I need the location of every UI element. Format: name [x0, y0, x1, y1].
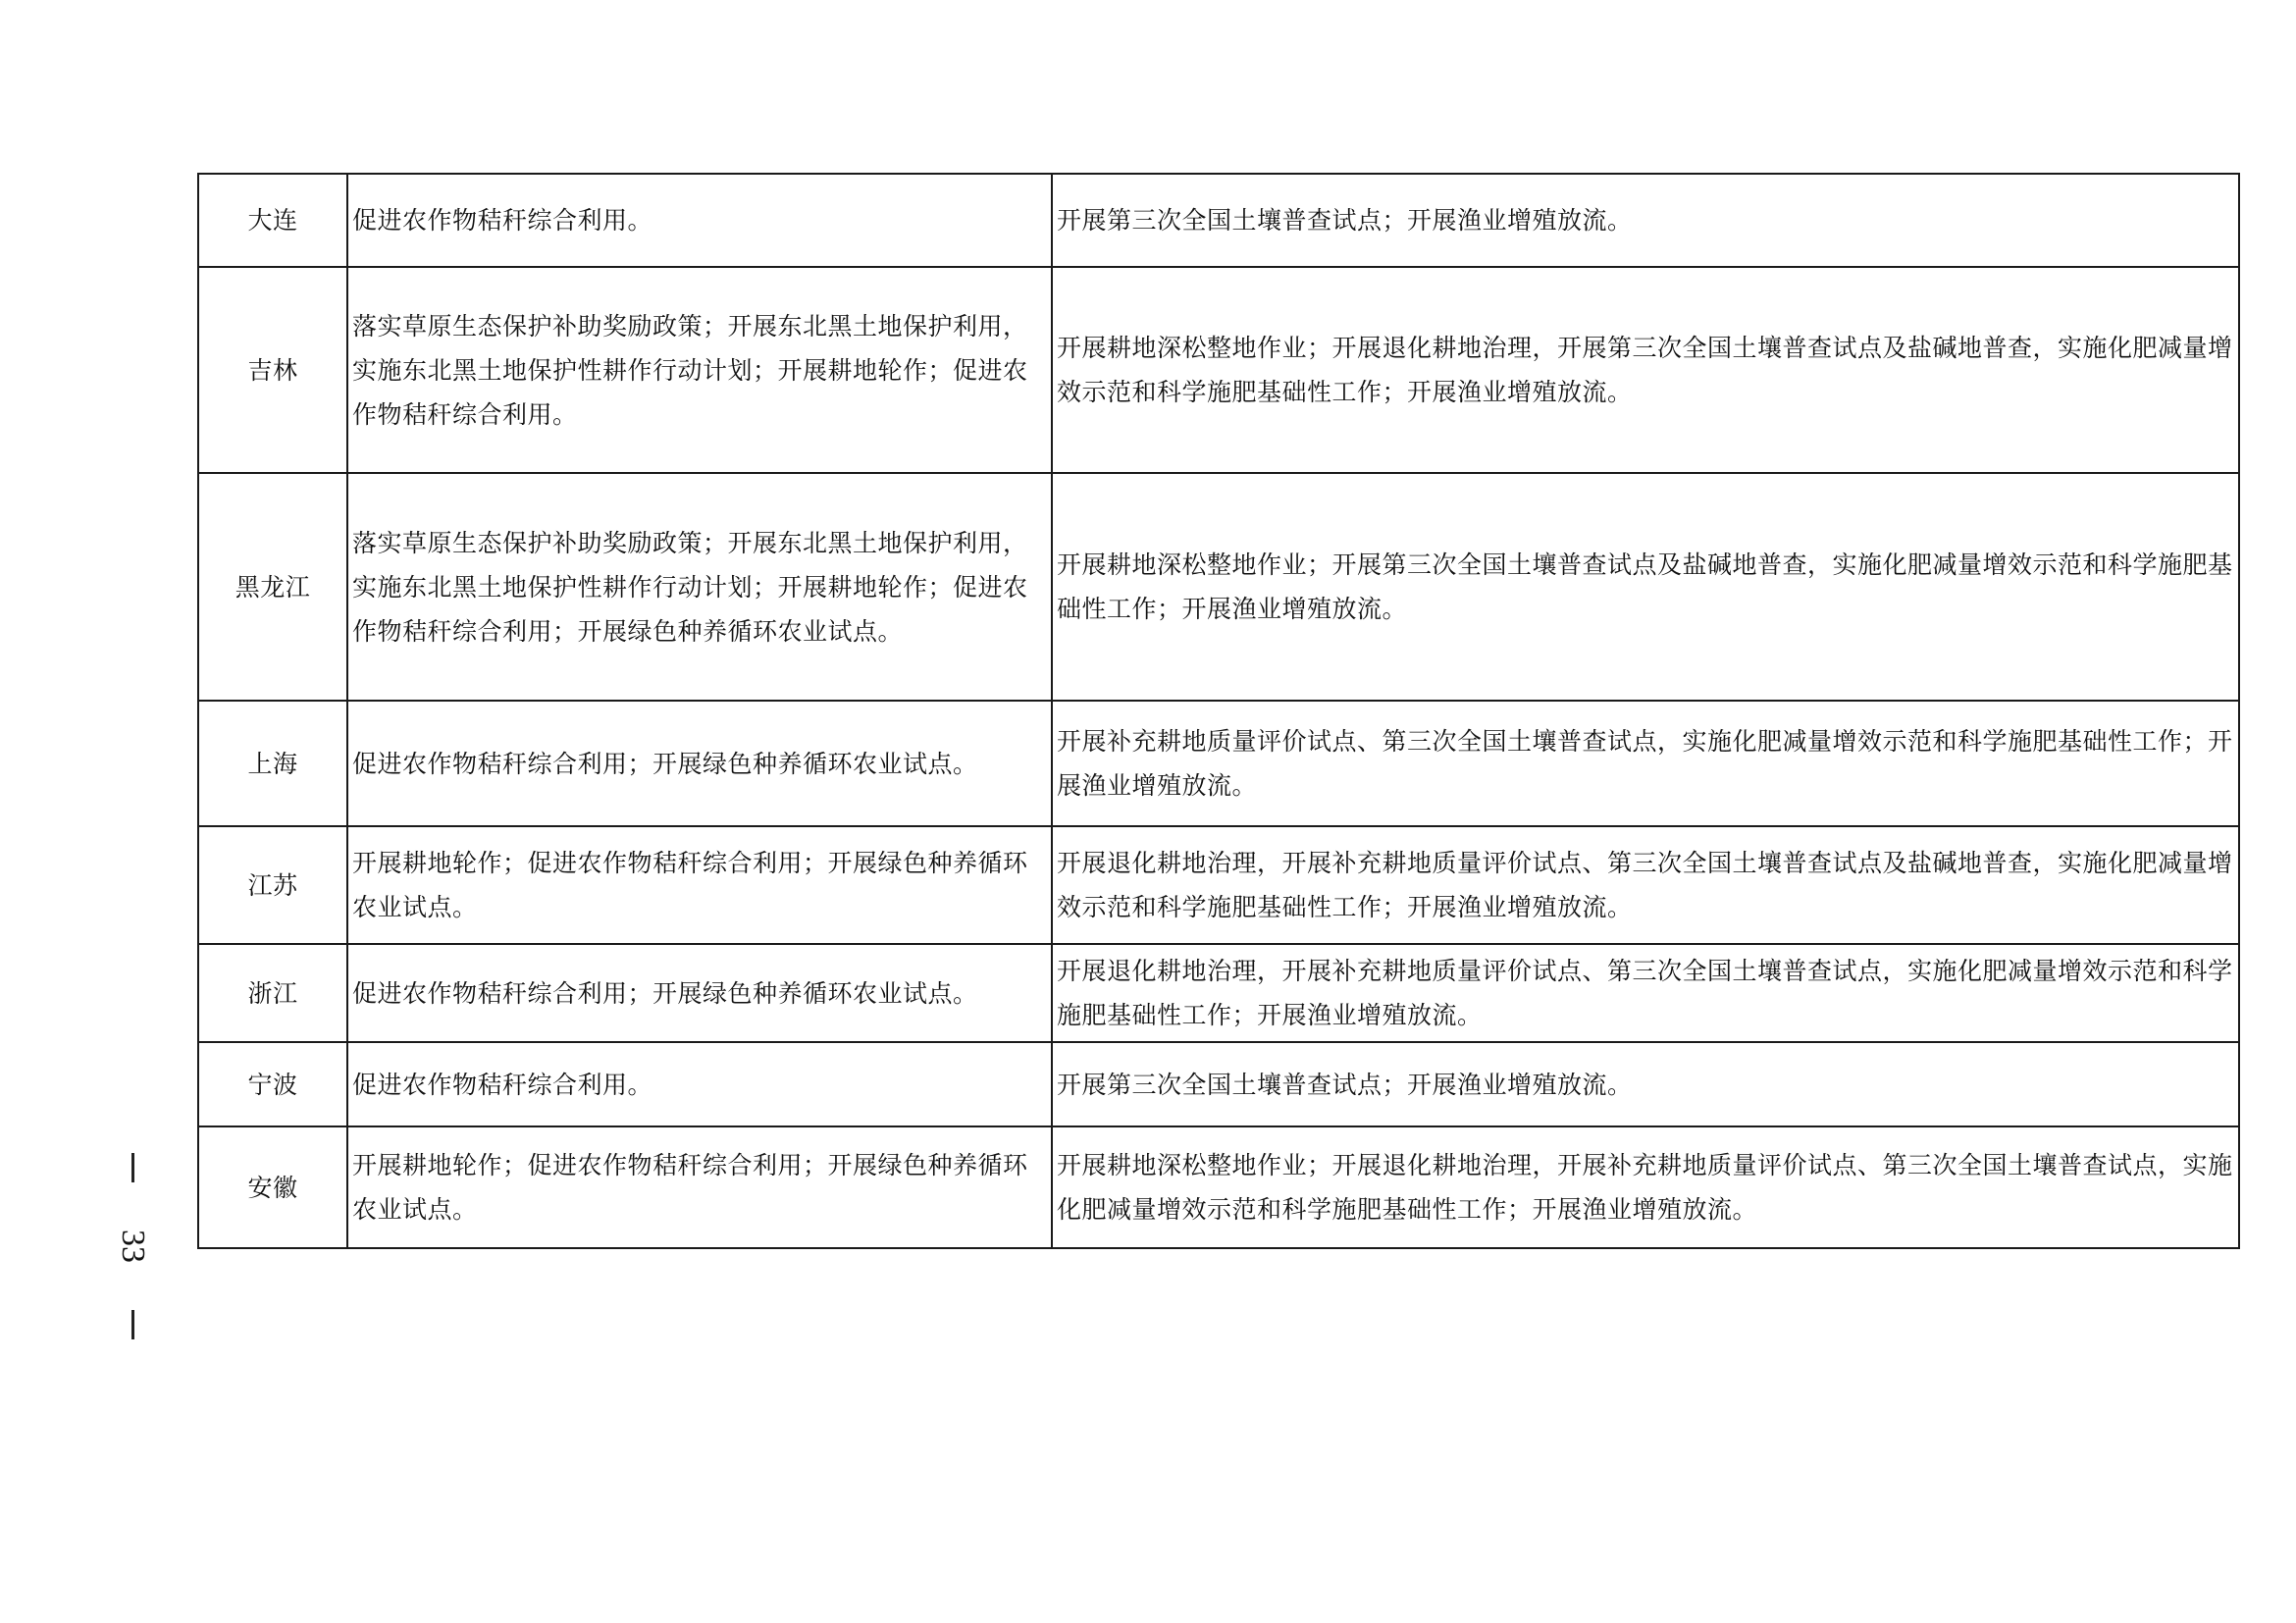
mid-cell: 促进农作物秸秆综合利用；开展绿色种养循环农业试点。: [347, 701, 1052, 826]
page-number-dash-bottom: [131, 1310, 134, 1339]
mid-cell: 开展耕地轮作；促进农作物秸秆综合利用；开展绿色种养循环农业试点。: [347, 826, 1052, 944]
right-cell: 开展补充耕地质量评价试点、第三次全国土壤普查试点，实施化肥减量增效示范和科学施肥基础性工作；开展渔业增殖放流。: [1052, 701, 2239, 826]
mid-cell: 促进农作物秸秆综合利用。: [347, 1042, 1052, 1126]
region-cell: 江苏: [198, 826, 347, 944]
table-row: [198, 473, 2239, 701]
page-number-dash-top: [131, 1153, 134, 1182]
region-cell: 上海: [198, 701, 347, 826]
right-cell: 开展退化耕地治理，开展补充耕地质量评价试点、第三次全国土壤普查试点，实施化肥减量增效示范和科学施肥基础性工作；开展渔业增殖放流。: [1052, 944, 2239, 1042]
table-row: [198, 701, 2239, 826]
right-cell: 开展耕地深松整地作业；开展退化耕地治理，开展第三次全国土壤普查试点及盐碱地普查，实施化肥减量增效示范和科学施肥基础性工作；开展渔业增殖放流。: [1052, 267, 2239, 473]
mid-cell: 落实草原生态保护补助奖励政策；开展东北黑土地保护利用，实施东北黑土地保护性耕作行动计划；开展耕地轮作；促进农作物秸秆综合利用；开展绿色种养循环农业试点。: [347, 473, 1052, 701]
table-row: [198, 1126, 2239, 1248]
table-row: [198, 267, 2239, 473]
mid-cell: 促进农作物秸秆综合利用；开展绿色种养循环农业试点。: [347, 944, 1052, 1042]
table-row: [198, 826, 2239, 944]
policy-table: [197, 173, 2240, 1249]
table-row: [198, 174, 2239, 267]
region-cell: 安徽: [198, 1126, 347, 1248]
right-cell: 开展耕地深松整地作业；开展退化耕地治理，开展补充耕地质量评价试点、第三次全国土壤普查试点，实施化肥减量增效示范和科学施肥基础性工作；开展渔业增殖放流。: [1052, 1126, 2239, 1248]
right-cell: 开展耕地深松整地作业；开展第三次全国土壤普查试点及盐碱地普查，实施化肥减量增效示范和科学施肥基础性工作；开展渔业增殖放流。: [1052, 473, 2239, 701]
mid-cell: 开展耕地轮作；促进农作物秸秆综合利用；开展绿色种养循环农业试点。: [347, 1126, 1052, 1248]
region-cell: 宁波: [198, 1042, 347, 1126]
mid-cell: 促进农作物秸秆综合利用。: [347, 174, 1052, 267]
page-number: [98, 1153, 167, 1339]
right-cell: 开展第三次全国土壤普查试点；开展渔业增殖放流。: [1052, 1042, 2239, 1126]
page-number-text: 33: [115, 1230, 151, 1263]
right-cell: 开展第三次全国土壤普查试点；开展渔业增殖放流。: [1052, 174, 2239, 267]
region-cell: 吉林: [198, 267, 347, 473]
region-cell: 大连: [198, 174, 347, 267]
region-cell: 黑龙江: [198, 473, 347, 701]
table-row: [198, 1042, 2239, 1126]
mid-cell: 落实草原生态保护补助奖励政策；开展东北黑土地保护利用，实施东北黑土地保护性耕作行动计划；开展耕地轮作；促进农作物秸秆综合利用。: [347, 267, 1052, 473]
region-cell: 浙江: [198, 944, 347, 1042]
right-cell: 开展退化耕地治理，开展补充耕地质量评价试点、第三次全国土壤普查试点及盐碱地普查，实施化肥减量增效示范和科学施肥基础性工作；开展渔业增殖放流。: [1052, 826, 2239, 944]
table-row: [198, 944, 2239, 1042]
